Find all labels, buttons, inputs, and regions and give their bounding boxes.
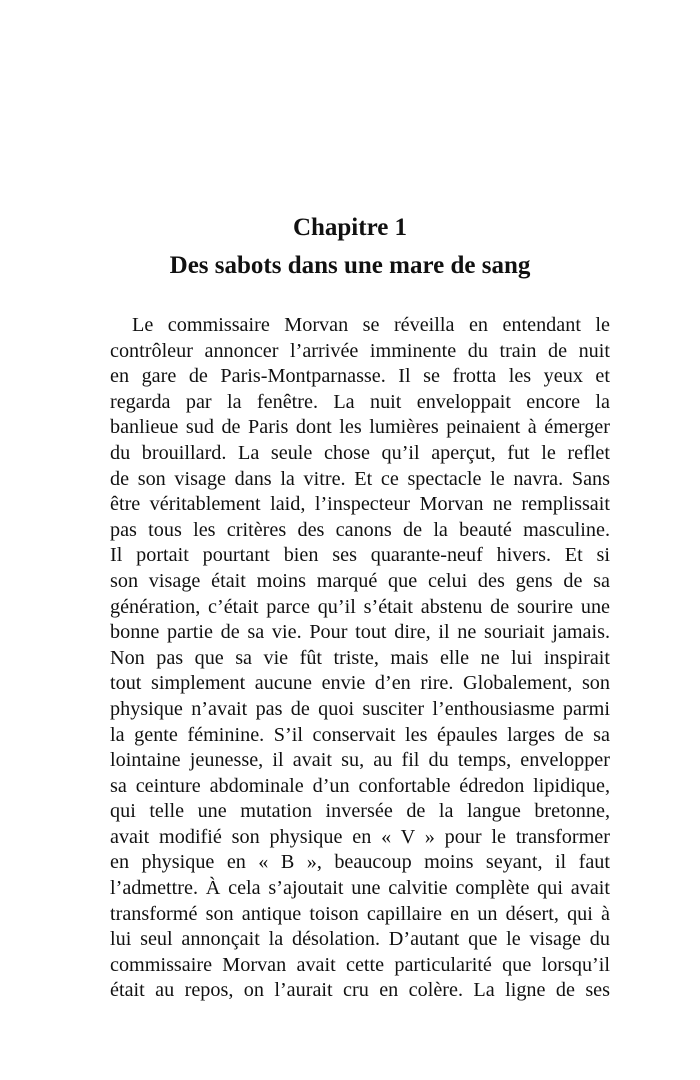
text-line: génération, c’était parce qu’il s’était abstenu de sourire une bbox=[110, 595, 610, 618]
chapter-number: Chapitre 1 bbox=[292, 214, 408, 241]
text-line: du brouillard. La seule chose qu’il aperçut, fut le reflet bbox=[110, 441, 610, 464]
text-line: Non pas que sa vie fût triste, mais elle ne lui inspirait bbox=[110, 646, 610, 669]
text-line: qui telle une mutation inversée de la langue bretonne, bbox=[110, 800, 610, 823]
text-line: en physique en « B », beaucoup moins seyant, il faut bbox=[110, 851, 610, 874]
text-line: sa ceinture abdominale d’un confortable édredon lipidique, bbox=[110, 774, 610, 797]
text-line: bonne partie de sa vie. Pour tout dire, il ne souriait jamais. bbox=[110, 621, 610, 644]
text-line: lui seul annonçait la désolation. D’autant que le visage du bbox=[110, 928, 610, 951]
text-line: Le commissaire Morvan se réveilla en entendant le bbox=[132, 314, 610, 336]
text-line: transformé son antique toison capillaire en un désert, qui à bbox=[110, 902, 610, 925]
text-line: pas tous les critères des canons de la beauté masculine. bbox=[110, 518, 610, 541]
text-line: être véritablement laid, l’inspecteur Morvan ne remplissait bbox=[110, 493, 610, 516]
text-line: tout simplement aucune envie d’en rire. Globalement, son bbox=[110, 672, 610, 695]
text-line: physique n’avait pas de quoi susciter l’enthousiasme parmi bbox=[110, 697, 610, 720]
text-line: avait modifié son physique en « V » pour le transformer bbox=[110, 825, 610, 848]
text-line: était au repos, on l’aurait cru en colère. La ligne de ses bbox=[110, 979, 610, 1002]
text-line: Il portait pourtant bien ses quarante-neuf hivers. Et si bbox=[110, 544, 610, 567]
text-line: son visage était moins marqué que celui des gens de sa bbox=[110, 569, 610, 592]
chapter-title: Des sabots dans une mare de sang bbox=[169, 252, 531, 279]
text-line: en gare de Paris-Montparnasse. Il se frotta les yeux et bbox=[110, 365, 610, 388]
text-line: commissaire Morvan avait cette particularité que lorsqu’il bbox=[110, 953, 610, 976]
text-line: l’admettre. À cela s’ajoutait une calvitie complète qui avait bbox=[110, 877, 610, 900]
text-line: contrôleur annoncer l’arrivée imminente du train de nuit bbox=[110, 339, 610, 362]
text-line: lointaine jeunesse, il avait su, au fil du temps, envelopper bbox=[110, 749, 610, 772]
text-line: de son visage dans la vitre. Et ce spectacle le navra. Sans bbox=[110, 467, 610, 490]
chapter-body-paragraph bbox=[110, 313, 610, 1004]
text-line: regarda par la fenêtre. La nuit enveloppait encore la bbox=[110, 390, 610, 413]
text-line: banlieue sud de Paris dont les lumières peinaient à émerger bbox=[110, 416, 610, 439]
text-line: la gente féminine. S’il conservait les épaules larges de sa bbox=[110, 723, 610, 746]
